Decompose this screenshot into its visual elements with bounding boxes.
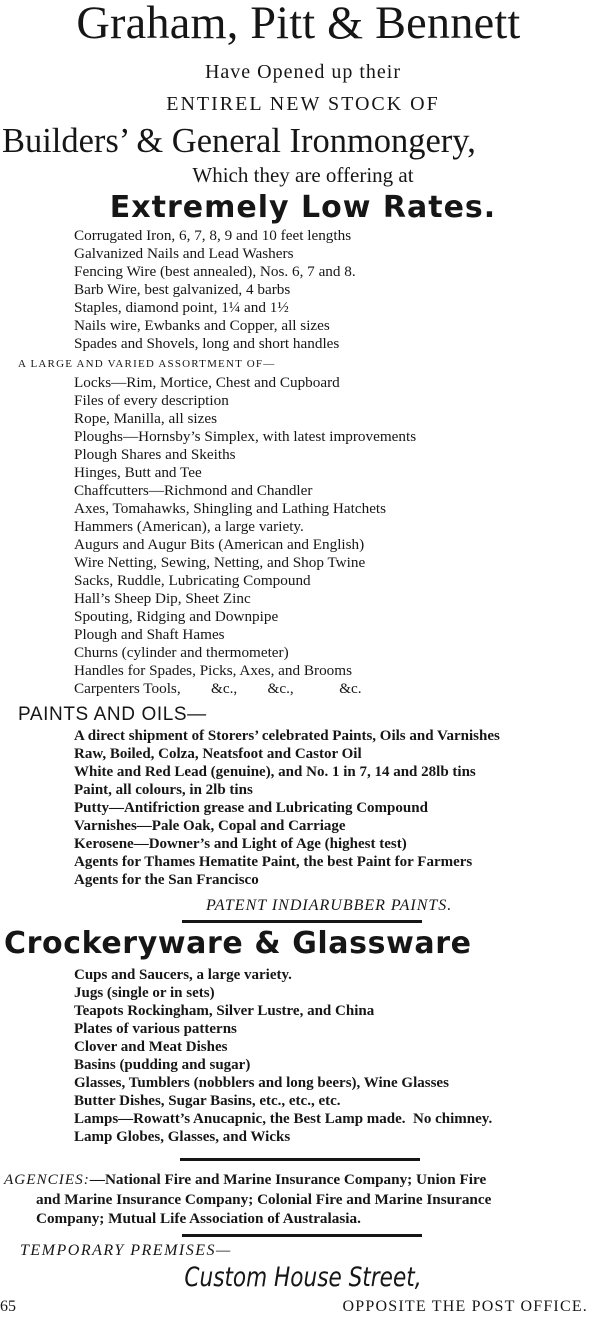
list-item: Galvanized Nails and Lead Washers xyxy=(74,245,294,262)
list-item: Lamps—Rowatt’s Anucapnic, the Best Lamp made. No chimney. xyxy=(74,1111,493,1127)
list-item: Staples, diamond point, 1¼ and 1½ xyxy=(74,299,289,316)
agencies-line: Company; Mutual Life Association of Australasia. xyxy=(36,1210,361,1227)
agencies-line xyxy=(4,1170,604,1190)
paints-oils-heading: PAINTS AND OILS— xyxy=(18,704,207,725)
list-item: Teapots Rockingham, Silver Lustre, and China xyxy=(74,1003,375,1019)
list-item: Wire Netting, Sewing, Netting, and Shop Twine xyxy=(74,554,366,571)
divider-rule xyxy=(182,920,422,923)
list-item: Glasses, Tumblers (nobblers and long beers), Wine Glasses xyxy=(74,1075,449,1091)
list-item: Files of every description xyxy=(74,392,229,409)
list-item: Varnishes—Pale Oak, Copal and Carriage xyxy=(74,818,346,834)
advert-number: 65 xyxy=(0,1298,16,1315)
list-item: Corrugated Iron, 6, 7, 8, 9 and 10 feet lengths xyxy=(74,227,352,244)
list-item: Spades and Shovels, long and short handles xyxy=(74,335,340,352)
list-item: Nails wire, Ewbanks and Copper, all sizes xyxy=(74,317,330,334)
list-item: Plough and Shaft Hames xyxy=(74,626,225,643)
agencies-line: and Marine Insurance Company; Colonial Fire and Marine Insurance xyxy=(36,1190,492,1208)
list-item: Locks—Rim, Mortice, Chest and Cupboard xyxy=(74,374,340,391)
list-item: Spouting, Ridging and Downpipe xyxy=(74,608,279,625)
list-item: Rope, Manilla, all sizes xyxy=(74,410,217,427)
list-item: Hammers (American), a large variety. xyxy=(74,518,304,535)
list-item: Paint, all colours, in 2lb tins xyxy=(74,782,253,798)
list-item: A direct shipment of Storers’ celebrated Paints, Oils and Varnishes xyxy=(74,728,500,744)
list-item: Butter Dishes, Sugar Basins, etc., etc., etc. xyxy=(74,1093,341,1109)
list-item: Churns (cylinder and thermometer) xyxy=(74,644,289,661)
divider-rule xyxy=(182,1234,422,1237)
list-item: Augurs and Augur Bits (American and English) xyxy=(74,536,365,553)
list-item: Hall’s Sheep Dip, Sheet Zinc xyxy=(74,590,251,607)
list-item: Agents for Thames Hematite Paint, the best Paint for Farmers xyxy=(74,854,473,870)
list-item: White and Red Lead (genuine), and No. 1 in 7, 14 and 28lb tins xyxy=(74,764,476,780)
list-item: Putty—Antifriction grease and Lubricating Compound xyxy=(74,800,428,816)
new-stock-line: ENTIREL NEW STOCK OF xyxy=(166,93,440,115)
opened-line: Have Opened up their xyxy=(204,61,402,83)
list-item: Axes, Tomahawks, Shingling and Lathing Hatchets xyxy=(74,500,387,517)
crockery-glassware-heading: Crockeryware & Glassware xyxy=(4,926,472,961)
patent-paints-line: PATENT INDIARUBBER PAINTS. xyxy=(206,897,453,914)
list-item: Barb Wire, best galvanized, 4 barbs xyxy=(74,281,291,298)
list-item: Ploughs—Hornsby’s Simplex, with latest improvements xyxy=(74,428,417,445)
list-item: Plates of various patterns xyxy=(74,1021,237,1037)
list-item: Fencing Wire (best annealed), Nos. 6, 7 and 8. xyxy=(74,263,356,280)
list-item: Cups and Saucers, a large variety. xyxy=(74,967,292,983)
list-item: Kerosene—Downer’s and Light of Age (highest test) xyxy=(74,836,407,852)
assortment-label: A LARGE AND VARIED ASSORTMENT OF— xyxy=(18,358,276,370)
firm-name-headline: Graham, Pitt & Bennett xyxy=(76,0,521,49)
list-item: Hinges, Butt and Tee xyxy=(74,464,202,481)
agencies-text: —National Fire and Marine Insurance Company; Union Fire xyxy=(89,1171,487,1188)
divider-rule xyxy=(180,1158,420,1161)
temporary-premises-label: TEMPORARY PREMISES— xyxy=(20,1242,232,1259)
list-item: Chaffcutters—Richmond and Chandler xyxy=(74,482,313,499)
list-item: Carpenters Tools, &c., &c., &c. xyxy=(74,680,362,697)
list-item: Plough Shares and Skeiths xyxy=(74,446,236,463)
list-item: Lamp Globes, Glasses, and Wicks xyxy=(74,1129,291,1145)
list-item: Raw, Boiled, Colza, Neatsfoot and Castor Oil xyxy=(74,746,362,762)
list-item: Basins (pudding and sugar) xyxy=(74,1057,251,1073)
agencies-paragraph xyxy=(4,1170,604,1229)
offering-line: Which they are offering at xyxy=(192,163,414,187)
list-item: Agents for the San Francisco xyxy=(74,872,259,888)
low-rates-banner: Extremely Low Rates. xyxy=(109,190,497,225)
opposite-post-office: OPPOSITE THE POST OFFICE. xyxy=(342,1298,588,1315)
builders-ironmongery-heading: Builders’ & General Ironmongery, xyxy=(2,121,476,160)
street-address: Custom House Street, xyxy=(184,1262,422,1293)
list-item: Clover and Meat Dishes xyxy=(74,1039,228,1055)
agencies-label: AGENCIES: xyxy=(4,1171,90,1188)
list-item: Handles for Spades, Picks, Axes, and Brooms xyxy=(74,662,352,679)
list-item: Jugs (single or in sets) xyxy=(74,985,215,1001)
list-item: Sacks, Ruddle, Lubricating Compound xyxy=(74,572,311,589)
